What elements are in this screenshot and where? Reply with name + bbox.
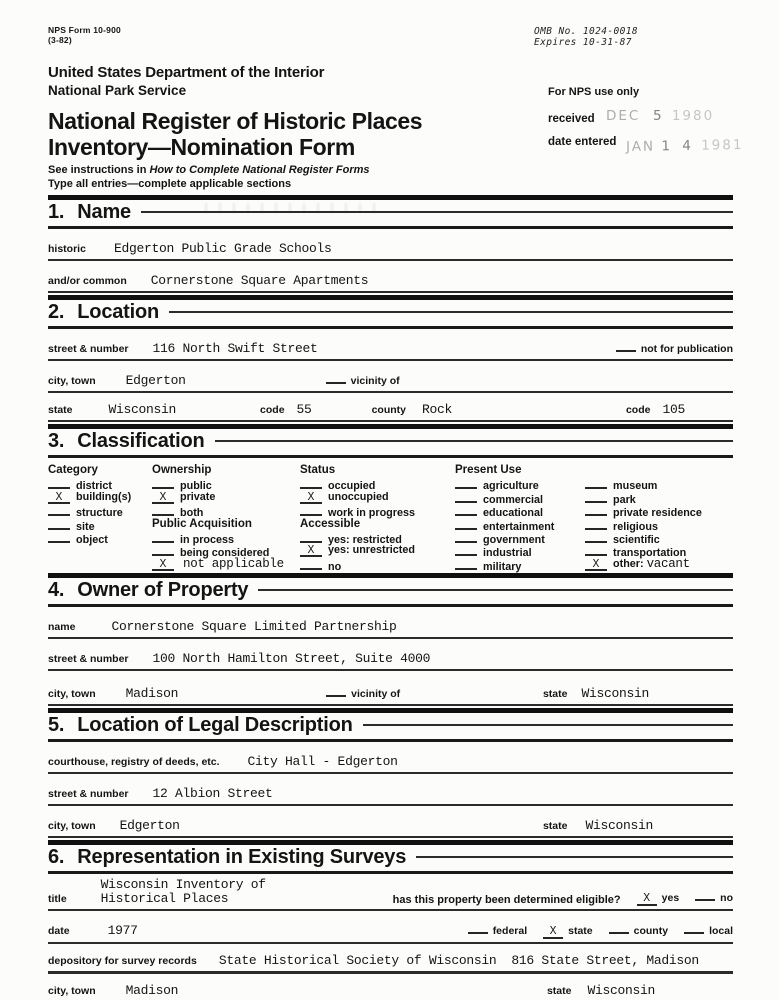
heading-rule (169, 311, 733, 313)
code-label: code (260, 404, 285, 416)
owner-name-label: name (48, 621, 76, 634)
checkbox-line (455, 558, 477, 570)
classification-option (152, 491, 300, 504)
section-owner (48, 573, 733, 706)
classification-option-label: private (180, 490, 216, 503)
classification-option-label: religious (613, 520, 658, 533)
survey-date-row (48, 920, 733, 944)
classification-option (48, 477, 152, 493)
section-location-header (48, 295, 733, 329)
section-heading (48, 714, 353, 736)
classification-option-label: private residence (613, 507, 702, 520)
classification-option (585, 491, 733, 504)
section-surveys (48, 840, 733, 1000)
survey-date-value: 1977 (107, 923, 138, 939)
classification-option (152, 477, 300, 493)
common-value: Cornerstone Square Apartments (150, 273, 369, 288)
vicinity-checkbox-line (326, 683, 346, 697)
option-label: local (709, 925, 733, 938)
classification-option-label: district (76, 480, 112, 493)
checkbox-line: X (48, 492, 70, 504)
classification-option-label: unoccupied (328, 490, 389, 503)
stamp-day: 1 4 (661, 137, 695, 155)
classification-option (585, 504, 733, 520)
option-label: yes (661, 892, 680, 905)
section-surveys-header (48, 840, 733, 874)
checkbox-line (695, 887, 715, 901)
survey-date-label: date (48, 925, 70, 938)
owner-street-row (48, 651, 733, 671)
survey-level-options (452, 920, 733, 939)
legal-street-value: 12 Albion Street (152, 786, 273, 802)
not-for-publication-label: not for publication (640, 343, 733, 355)
classification-option (585, 558, 733, 571)
form-revision: (3-82) (48, 34, 72, 45)
survey-title-value (101, 878, 266, 906)
section-name-header (48, 195, 733, 229)
section-heading (48, 201, 131, 223)
instructions (48, 164, 733, 191)
legal-state-value: Wisconsin (585, 818, 653, 834)
classification-option-label: transportation (613, 547, 687, 560)
classification-option-label: entertainment (483, 520, 555, 533)
heading-rule (416, 856, 733, 858)
classification-option-label: yes: unrestricted (328, 544, 416, 557)
option-label: state (568, 925, 593, 938)
checkbox-line (455, 491, 477, 503)
stamp-year: 1980 (671, 108, 715, 124)
option-yes (637, 888, 680, 905)
checkbox-line (609, 920, 629, 934)
classification-option (48, 491, 152, 504)
checkbox-line (455, 504, 477, 516)
section-heading (48, 430, 205, 452)
checkbox-line (585, 491, 607, 503)
heading-rule (363, 724, 733, 726)
classification-option (300, 544, 455, 557)
checkbox-line: X (300, 492, 322, 504)
courthouse-value: City Hall - Edgerton (247, 754, 398, 770)
classification-option-label: site (76, 520, 95, 533)
classification-group-header: Present Use (455, 464, 522, 476)
classification-option (300, 491, 455, 504)
checkbox-line (455, 531, 477, 543)
section-name (48, 195, 733, 293)
classification-group-header: Accessible (300, 517, 361, 530)
heading-rule (141, 211, 733, 213)
courthouse-label: courthouse, registry of deeds, etc. (48, 756, 220, 769)
legal-street-label: street & number (48, 788, 129, 801)
county-code-value: 105 (662, 402, 685, 417)
section-number: 4. (48, 579, 65, 602)
classification-option-typed-value: vacant (646, 556, 690, 571)
checkbox-line (152, 504, 174, 516)
checkbox-line (455, 544, 477, 556)
received-date-stamp (606, 108, 714, 124)
section-classification (48, 424, 733, 571)
stamp-month: JAN (625, 138, 656, 156)
checkbox-line (455, 477, 477, 489)
agency-line2: National Park Service (48, 83, 187, 98)
street-row (48, 338, 733, 361)
classification-option-label: yes: restricted (328, 533, 402, 546)
not-for-publication-checkbox-line (616, 338, 636, 352)
heading-rule (215, 440, 733, 442)
stamp-day: 5 (652, 108, 666, 124)
classification-option-label: agriculture (483, 480, 539, 493)
instructions-line1 (48, 164, 733, 178)
section-legal (48, 708, 733, 838)
classification-option-label: work in progress (328, 507, 415, 520)
historic-name-row (48, 241, 733, 261)
county-label: county (371, 404, 406, 416)
classification-option (455, 477, 585, 493)
owner-street-value: 100 North Hamilton Street, Suite 4000 (152, 651, 431, 667)
option-county (609, 921, 668, 938)
section-number: 6. (48, 846, 65, 869)
owner-city-row (48, 683, 733, 706)
county-value: Rock (421, 402, 452, 417)
classification-column (585, 464, 733, 571)
checkbox-line (300, 558, 322, 570)
checkbox-line: X (543, 925, 563, 939)
legal-street-row (48, 786, 733, 806)
checkbox-line (455, 518, 477, 530)
classification-option-label: educational (483, 507, 543, 520)
checkbox-line (300, 477, 322, 489)
classification-option-label: public (180, 480, 212, 493)
depository-row (48, 953, 733, 974)
classification-option-label: object (76, 533, 108, 546)
section-heading (48, 301, 159, 323)
checkbox-line: X (300, 545, 322, 557)
classification-option (48, 504, 152, 520)
checkbox-line (152, 531, 174, 543)
legal-city-label: city, town (48, 820, 96, 833)
classification-option (300, 531, 455, 544)
classification-group-header (585, 464, 733, 477)
owner-state-value: Wisconsin (581, 686, 649, 702)
classification-option (152, 504, 300, 520)
option-label: county (633, 925, 669, 938)
historic-value: Edgerton Public Grade Schools (113, 241, 332, 256)
classification-option (585, 477, 733, 493)
section-location (48, 295, 733, 422)
entered-date-stamp (626, 137, 744, 155)
classification-grid (48, 464, 733, 571)
state-value: Wisconsin (108, 402, 177, 417)
classification-option-label: commercial (483, 493, 544, 506)
checkbox-line (152, 544, 174, 556)
vicinity-checkbox-line (326, 370, 346, 384)
checkbox-line (300, 504, 322, 516)
section-title: Name (77, 201, 131, 223)
survey-city-value: Madison (125, 983, 179, 999)
nps-use-box (548, 86, 760, 156)
section-classification-header (48, 424, 733, 458)
owner-name-value: Cornerstone Square Limited Partnership (111, 619, 397, 635)
eligible-options (621, 887, 733, 906)
courthouse-row (48, 754, 733, 774)
checkbox-line: X (152, 492, 174, 504)
received-label: received (548, 113, 595, 125)
section-title: Owner of Property (77, 579, 249, 602)
form-number-block (48, 26, 121, 48)
section-title: Representation in Existing Surveys (77, 846, 407, 869)
classification-option-label: occupied (328, 480, 376, 493)
classification-option-label: building(s) (76, 490, 132, 503)
classification-group-header: Category (48, 464, 98, 476)
section-number: 5. (48, 714, 65, 737)
option-no (695, 888, 733, 905)
classification-column (455, 464, 585, 571)
checkbox-line (48, 531, 70, 543)
state-code-value: 55 (296, 402, 312, 417)
section-owner-header (48, 573, 733, 607)
checkbox-line (585, 504, 607, 516)
classification-group-header: Status (300, 464, 336, 476)
owner-state-label: state (542, 688, 568, 701)
classification-option-label: park (613, 493, 636, 506)
legal-city-row (48, 818, 733, 838)
omb-block (534, 26, 638, 48)
checkbox-line (48, 477, 70, 489)
classification-group-header: Public Acquisition (152, 517, 252, 530)
section-title: Location (77, 301, 160, 323)
omb-expires: Expires 10-31-87 (533, 37, 632, 48)
code2-label: code (625, 404, 651, 416)
classification-column (300, 464, 455, 571)
form-number: NPS Form 10-900 (48, 25, 121, 35)
classification-group-header: Ownership (152, 464, 212, 476)
state-row (48, 402, 733, 422)
agency-line1: United States Department of the Interior (48, 64, 325, 81)
section-title: Location of Legal Description (77, 714, 353, 737)
option-state (543, 921, 593, 938)
survey-city-label: city, town (48, 985, 96, 998)
classification-option-label: museum (613, 480, 658, 493)
city-value: Edgerton (125, 373, 186, 388)
eligible-question: has this property been determined eligible? (392, 894, 621, 907)
common-label: and/or common (48, 275, 127, 287)
stamp-month: DEC (606, 108, 641, 124)
street-label: street & number (48, 343, 129, 355)
legal-city-value: Edgerton (119, 818, 180, 834)
checkbox-line (585, 477, 607, 489)
section-title: Classification (77, 430, 205, 452)
classification-option (300, 558, 455, 571)
section-number: 2. (48, 301, 65, 323)
classification-option-label: military (483, 560, 522, 573)
checkbox-line (684, 920, 704, 934)
checkbox-line (152, 477, 174, 489)
classification-option-label: scientific (613, 533, 660, 546)
nps-use-header: For NPS use only (548, 86, 640, 98)
owner-street-label: street & number (48, 653, 129, 666)
section-legal-header (48, 708, 733, 742)
section-number: 3. (48, 430, 65, 452)
classification-option-label: no (328, 560, 342, 573)
classification-option (585, 531, 733, 544)
owner-vicinity-label: vicinity of (351, 688, 401, 701)
classification-option-label: other: (613, 557, 644, 570)
option-federal (468, 921, 527, 938)
classification-option-label: not applicable (183, 556, 284, 571)
instructions-prefix: See instructions in (48, 164, 150, 176)
stamp-year: 1981 (701, 136, 744, 154)
form-title-line2: Inventory—Nomination Form (48, 134, 355, 160)
classification-option-label: in process (180, 533, 235, 546)
section-heading (48, 579, 248, 601)
survey-state-value: Wisconsin (587, 983, 655, 999)
owner-name-row (48, 619, 733, 639)
classification-option (152, 531, 300, 544)
classification-column (48, 464, 152, 571)
classification-option-label: structure (76, 507, 123, 520)
classification-option-label: government (483, 533, 545, 546)
classification-option (48, 531, 152, 544)
classification-option-label: industrial (483, 547, 532, 560)
city-row (48, 370, 733, 393)
vicinity-label: vicinity of (350, 375, 400, 387)
date-entered-label: date entered (548, 136, 617, 148)
checkbox-line (468, 920, 488, 934)
checkbox-line (585, 544, 607, 556)
checkbox-line: X (637, 892, 657, 906)
checkbox-line: X (585, 559, 607, 571)
form-title-line1: National Register of Historic Places (48, 108, 423, 134)
instructions-manual-title: How to Complete National Register Forms (149, 164, 370, 176)
checkbox-line (48, 504, 70, 516)
owner-city-value: Madison (125, 686, 179, 702)
historic-label: historic (48, 243, 86, 255)
option-label: no (720, 892, 733, 905)
classification-option (300, 504, 455, 520)
instructions-line2: Type all entries—complete applicable sections (48, 177, 292, 190)
omb-number: OMB No. 1024-0018 (533, 26, 638, 37)
survey-title-label: title (48, 893, 67, 906)
survey-title-row (48, 878, 733, 911)
survey-state-label: state (546, 985, 572, 998)
classification-option-label: both (180, 507, 204, 520)
checkbox-line (300, 531, 322, 543)
checkbox-line (585, 531, 607, 543)
option-label: federal (492, 925, 528, 938)
common-name-row (48, 273, 733, 293)
city-label: city, town (48, 375, 96, 387)
checkbox-line (48, 518, 70, 530)
classification-option (152, 558, 300, 571)
depository-label: depository for survey records (48, 955, 197, 968)
classification-option (300, 477, 455, 493)
checkbox-line: X (152, 559, 174, 571)
classification-column (152, 464, 300, 571)
owner-city-label: city, town (48, 688, 96, 701)
street-value: 116 North Swift Street (152, 341, 318, 356)
survey-title-line1: Wisconsin Inventory of (100, 877, 266, 893)
depository-value: State Historical Society of Wisconsin 816 State Street, Madison (218, 953, 699, 969)
heading-rule (258, 589, 733, 591)
classification-option-label: being considered (180, 547, 270, 560)
survey-title-line2: Historical Places (100, 891, 229, 907)
checkbox-line (585, 518, 607, 530)
state-label: state (48, 404, 73, 416)
option-local (684, 921, 733, 938)
legal-state-label: state (542, 820, 568, 833)
masthead (48, 26, 733, 48)
survey-city-row (48, 983, 733, 1000)
section-number: 1. (48, 201, 65, 223)
section-heading (48, 846, 406, 868)
